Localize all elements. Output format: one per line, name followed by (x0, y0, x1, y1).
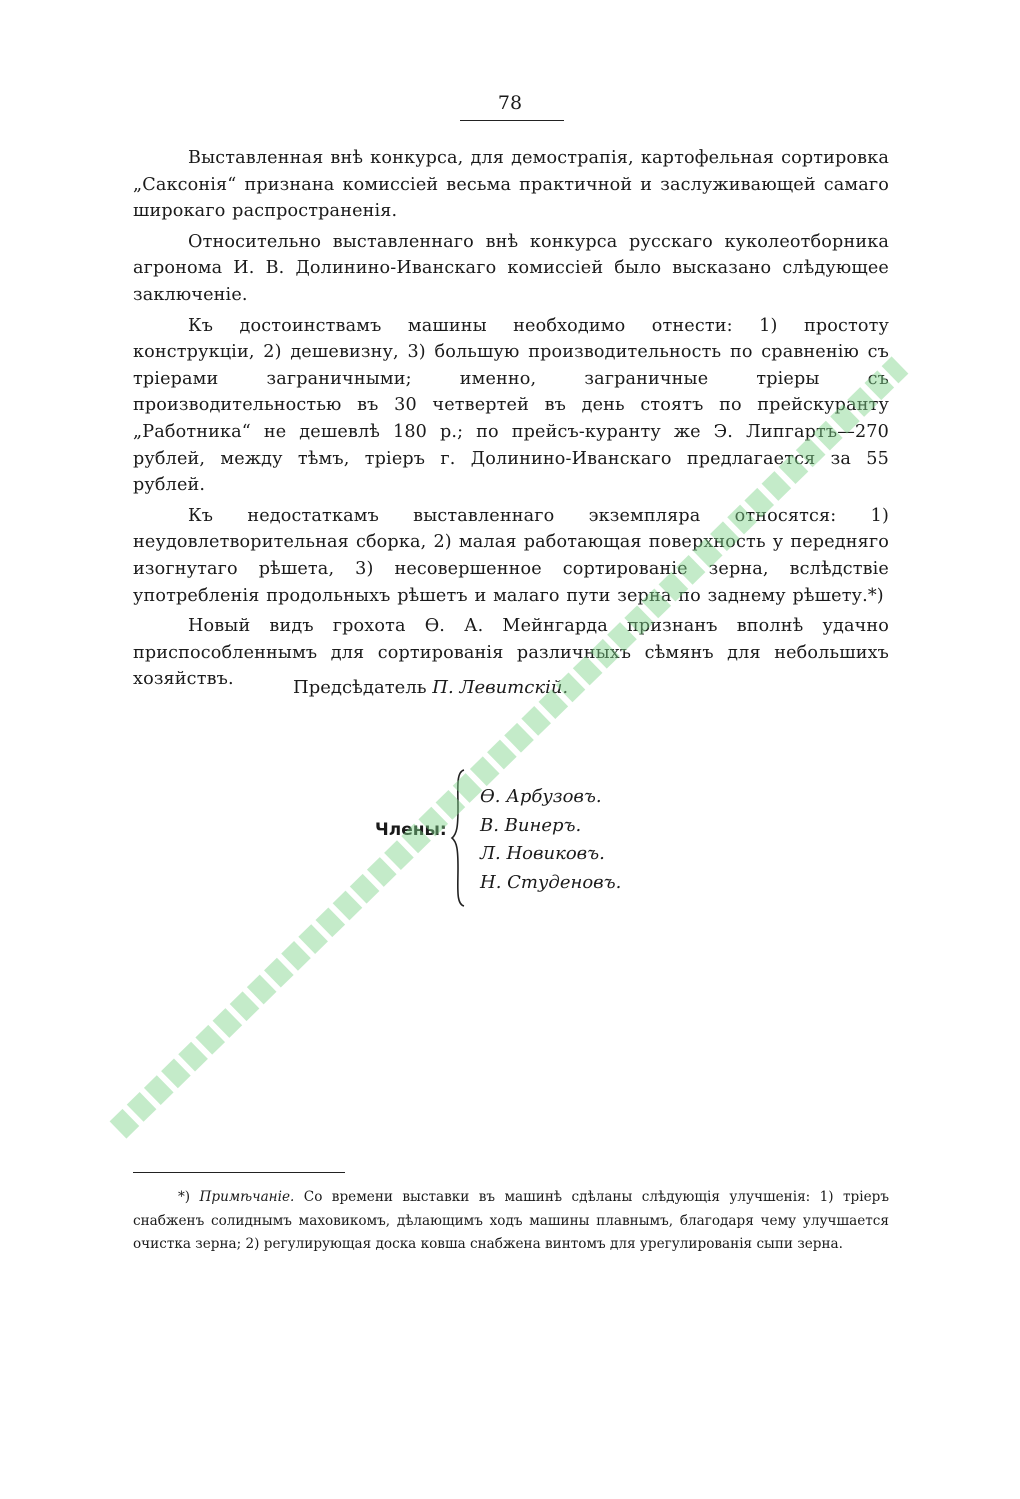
paragraph-dolinino-intro: Относительно выставленнаго внѣ конкурса русскаго куколеотборника агронома И. В. Долинино-Иванскаго комиссіей было высказано слѣдующее заключеніе. (133, 231, 889, 305)
page-number: 78 (497, 92, 523, 114)
paragraph-saxonia: Выставленная внѣ конкурса, для демострапія, картофельная сортировка „Саксонія“ признана комиссіей весьма практичной и заслуживающей самаго широкаго распространенія. (133, 148, 889, 222)
footnote-rule (133, 1172, 345, 1173)
chairman-name: П. Левитскій. (432, 677, 569, 698)
members-label: Члены: (375, 820, 447, 840)
page-number-rule (460, 120, 564, 121)
chairman-title: Предсѣдатель (293, 677, 427, 698)
paragraph-meingard: Новый видъ грохота Ѳ. А. Мейнгарда признанъ вполнѣ удачно приспособленнымъ для сортированія различныхъ сѣмянъ для небольшихъ хозяйствъ. (133, 616, 889, 690)
member-name: Н. Студеновъ. (480, 871, 622, 893)
footnote-label: Примѣчаніе. (199, 1189, 295, 1205)
chairman-signature (293, 677, 568, 698)
members-brace (450, 768, 468, 908)
members-list (480, 783, 621, 897)
member-name: В. Винеръ. (480, 814, 582, 836)
paragraph-shortcomings: Къ недостаткамъ выставленнаго экземпляра относятся: 1) неудовлетворительная сборка, 2) малая работающая поверхность у передняго изогнутаго рѣшета, 3) несовершенное сортированіе зерна, вслѣдствіе употребленія продольныхъ рѣшетъ и малаго пути зерна по заднему рѣшету.*) (133, 505, 889, 606)
member-name: Ѳ. Арбузовъ. (480, 786, 602, 807)
member-name: Л. Новиковъ. (480, 843, 605, 864)
footnote-text: Со времени выставки въ машинѣ сдѣланы слѣдующія улучшенія: 1) тріеръ снабженъ солиднымъ маховикомъ, дѣлающимъ ходъ машины плавнымъ, благодаря чему улучшается очистка зерна; 2) регулирующая доска ковша снабжена винтомъ для урегулированія сыпи зерна. (133, 1189, 890, 1252)
footnote-marker: *) (178, 1189, 191, 1205)
footnote (133, 1186, 889, 1257)
body-text (133, 145, 889, 693)
paragraph-advantages: Къ достоинствамъ машины необходимо отнести: 1) простоту конструкціи, 2) дешевизну, 3) большую производительность по сравненію съ тріерами заграничными; именно, заграничные тріеры съ производительностью въ 30 четвертей въ день стоятъ по прейскуранту „Работника“ не дешевлѣ 180 р.; по прейсъ-куранту же Э. Липгартъ—270 рублей, между тѣмъ, тріеръ г. Долинино-Иванскаго предлагается за 55 рублей. (133, 315, 889, 496)
